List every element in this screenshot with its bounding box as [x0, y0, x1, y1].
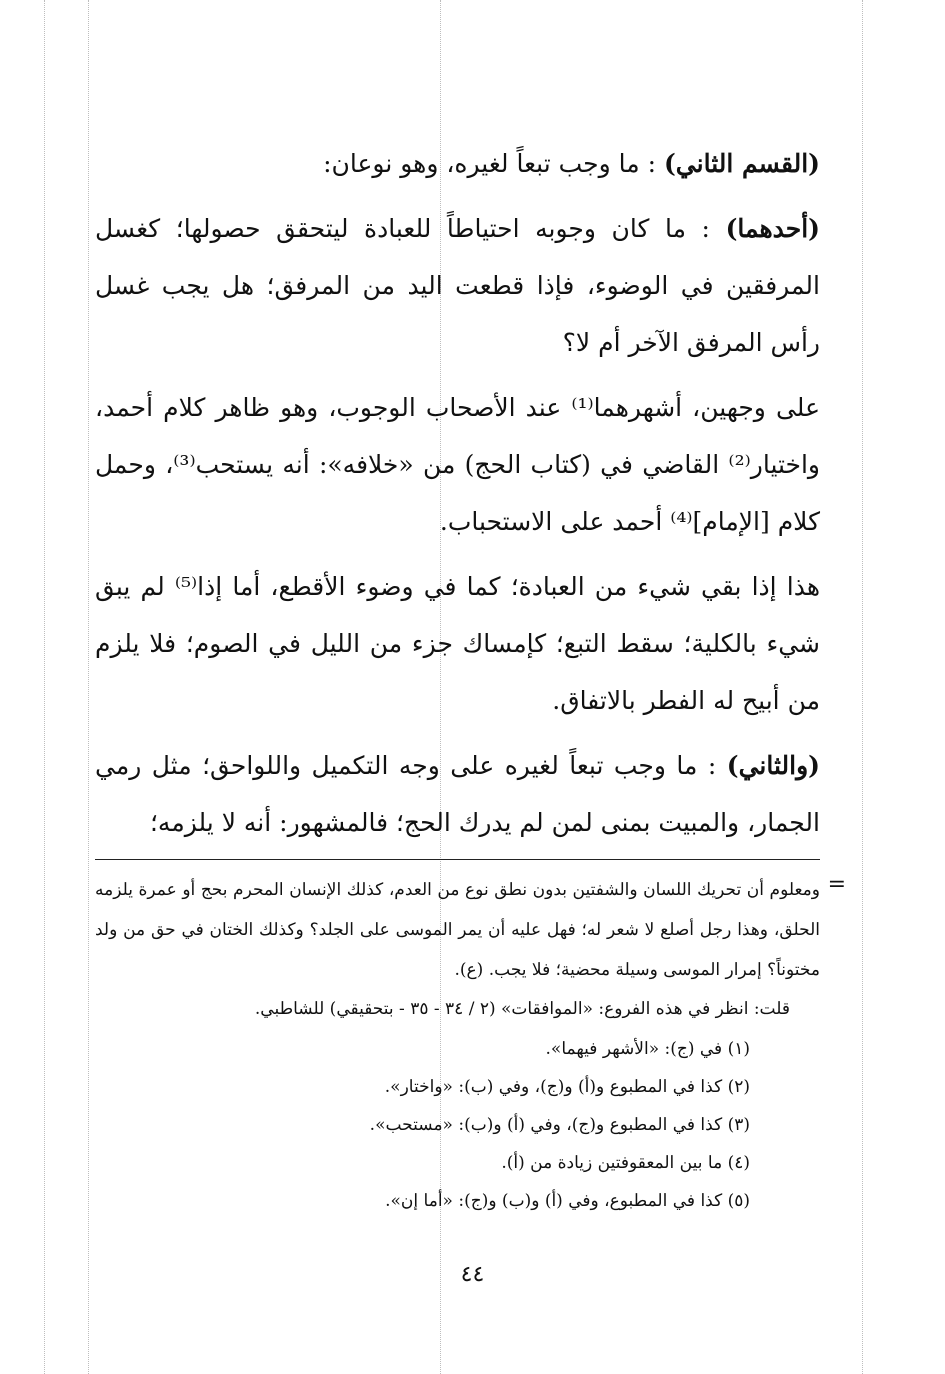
page-number: ٤٤: [460, 1262, 485, 1287]
footnote-item: (٣) كذا في المطبوع و(ج)، وفي (أ) و(ب): «مستحب».: [369, 1115, 750, 1135]
footnote-continuation: ومعلوم أن تحريك اللسان والشفتين بدون نطق نوع من العدم، كذلك الإنسان المحرم بحج أو عمرة يلزمه الحلق، وهذا رجل أصلع لا شعر له؛ فهل عليه أن يمر الموسى على الجلد؟ وكذلك الختان في حق من ولد مختوناً؟ إمرار الموسى وسيلة محضية؛ فلا يجب. (ع).: [95, 880, 820, 980]
paragraph-section-two: [95, 135, 820, 192]
footnote-item: (٤) ما بين المعقوفتين زيادة من (أ).: [501, 1153, 750, 1173]
footnote-editor-note: قلت: انظر في هذه الفروع: «الموافقات» (٢ / ٣٤ - ٣٥ - بتحقيقي) للشاطبي.: [254, 999, 790, 1019]
paragraph-first-type: [95, 200, 820, 371]
paragraph-two-views: على وجهين، أشهرهما⁽¹⁾ عند الأصحاب الوجوب، وهو ظاهر كلام أحمد، واختيار⁽²⁾ القاضي في (كتاب الحج) من «خلافه»: أنه يستحب⁽³⁾، وحمل كلام [الإمام]⁽⁴⁾ أحمد على الاستحباب.: [95, 393, 820, 536]
footnote-item: (٢) كذا في المطبوع و(أ) و(ج)، وفي (ب): «واختار».: [384, 1077, 750, 1097]
footnote-item: (٥) كذا في المطبوع، وفي (أ) و(ب) و(ج): «أما إن».: [385, 1191, 750, 1211]
heading-second-type: (والثاني): [726, 751, 820, 780]
footnote-list: [95, 1030, 820, 1220]
paragraph-text: : ما وجب تبعاً لغيره، وهو نوعان:: [323, 149, 657, 178]
scan-guide-line: [88, 0, 89, 1374]
heading-section-two: (القسم الثاني): [663, 149, 820, 178]
paragraph-second-type: [95, 737, 820, 851]
page-content: [95, 135, 846, 1220]
footnotes-section: [95, 859, 846, 1220]
paragraph-text: : ما كان وجوبه احتياطاً للعبادة ليتحقق حصولها؛ كغسل المرفقين في الوضوء، فإذا قطعت اليد من المرفق؛ هل يجب غسل رأس المرفق الآخر أم لا؟: [95, 214, 820, 357]
scan-guide-line: [862, 0, 863, 1374]
scan-guide-line: [44, 0, 45, 1374]
paragraph-remaining-worship: هذا إذا بقي شيء من العبادة؛ كما في وضوء الأقطع، أما إذا⁽⁵⁾ لم يبق شيء بالكلية؛ سقط التبع؛ كإمساك جزء من الليل في الصوم؛ فلا يلزم من أبيح له الفطر بالاتفاق.: [95, 572, 821, 715]
footnote-continuation-mark: =: [827, 872, 846, 897]
footnote-item: (١) في (ج): «الأشهر فيهما».: [545, 1039, 750, 1059]
heading-first-type: (أحدهما): [725, 214, 820, 243]
paragraph-text: : ما وجب تبعاً لغيره على وجه التكميل واللواحق؛ مثل رمي الجمار، والمبيت بمنى لمن لم يدرك الحج؛ فالمشهور: أنه لا يلزمه؛: [95, 751, 820, 837]
